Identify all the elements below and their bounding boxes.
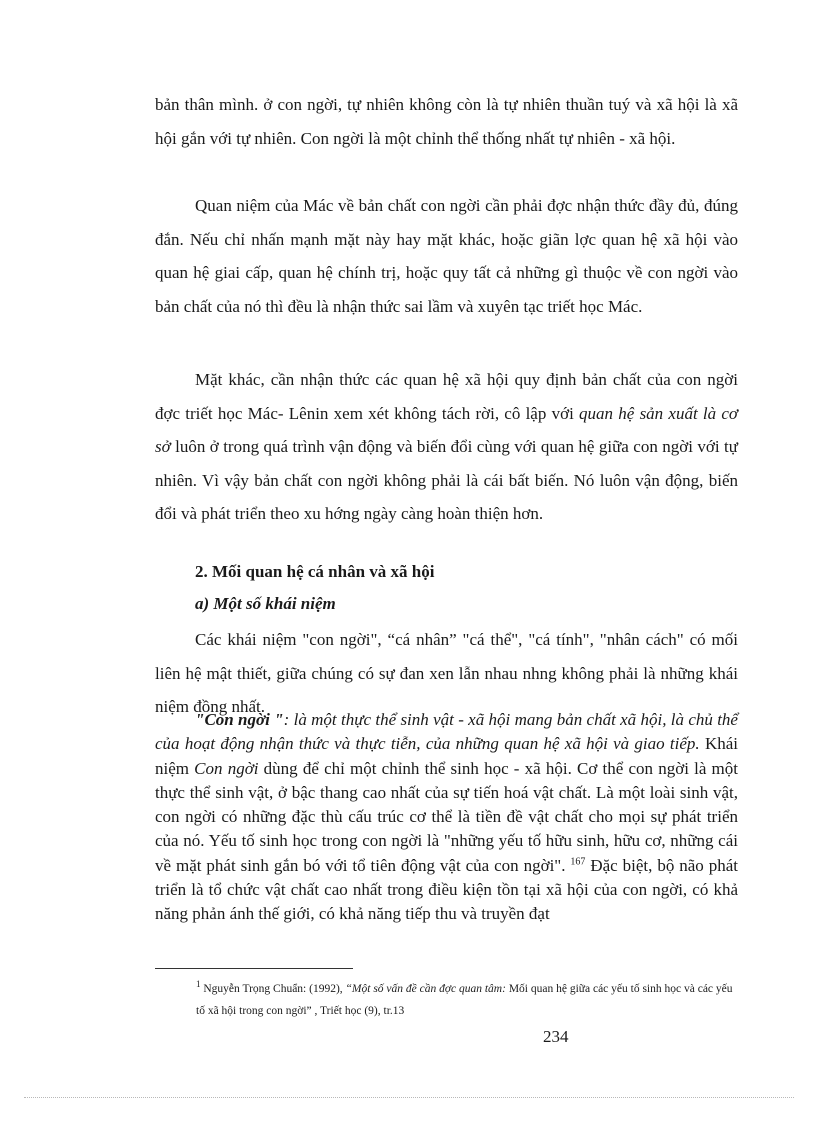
footnote-text-b: Mối quan hệ giữa các yếu tố sinh học và các yếu tố xã hội trong con ngời” , Triết học (9), tr.13 — [196, 983, 733, 1017]
p3-text-a: Mặt khác, cần nhận thức các quan hệ xã hội quy định bản chất của con ngời đợc triết học Mác- Lênin xem xét không tách rời, cô lập với — [155, 370, 738, 423]
page-number: 234 — [543, 1027, 569, 1046]
p5-italic-term: Con ngời — [194, 758, 259, 778]
p5-text-a: Khái niệm — [155, 734, 739, 778]
p5-text-c: Đặc biệt, bộ não phát triển là tổ chức vật chất cao nhất trong điều kiện tồn tại xã hội của con ngời, có khả năng phản ánh thế giới, có khả năng tiếp thu và truyền đạt — [155, 855, 738, 924]
footnote-text-a: Nguyễn Trọng Chuẩn: (1992), — [200, 983, 346, 995]
footnote-separator — [155, 968, 353, 969]
footnote-reference: 167 — [570, 856, 586, 868]
p3-italic-phrase: quan hệ sản xuất là cơ sở — [155, 403, 738, 456]
footnote-italic-title: “Một số vấn đề cần đợc quan tâm: — [345, 983, 506, 995]
paragraph-marx-concept: Quan niệm của Mác về bản chất con ngời cần phải đợc nhận thức đầy đủ, đúng đắn. Nếu chỉ nhấn mạnh mặt này hay mặt khác, hoặc giãn lợc quan hệ xã hội vào quan hệ giai cấp, quan hệ chính trị, hoặc quy tất cả những gì thuộc về con ngời vào bản chất của nó thì đều là nhận thức sai lầm và xuyên tạc triết học Mác. — [155, 196, 738, 316]
page-bottom-border — [24, 1097, 794, 1098]
p3-text-b: luôn ở trong quá trình vận động và biến đổi cùng với quan hệ giữa con ngời với tự nhiên. Vì vậy bản chất con ngời không phải là cái bất biến. Nó luôn vận động, biến đổi và phát triển theo xu hớng ngày càng hoàn thiện hơn. — [155, 437, 738, 523]
paragraph-other-hand — [155, 363, 738, 531]
paragraph-concepts: Các khái niệm "con ngời", “cá nhân” "cá thể", "cá tính", "nhân cách" có mối liên hệ mật thiết, giữa chúng có sự đan xen lẫn nhau nhng không phải là những khái niệm đồng nhất. — [155, 630, 738, 716]
section-heading: 2. Mối quan hệ cá nhân và xã hội — [195, 562, 435, 581]
footnote-number: 1 — [196, 979, 201, 990]
p5-text-b: dùng để chỉ một chỉnh thể sinh học - xã hội. Cơ thể con ngời là một thực thể sinh vật, ở bậc thang cao nhất của sự tiến hoá vật chất. Là một loài sinh vật, con ngời có những đặc thù cấu trúc cơ thể là tiền đề vật chất cho mọi sự phát triển của nó. Yếu tố sinh học trong con ngời là "những yếu tố hữu sinh, hữu cơ, những cái về mặt phát sinh gắn bó với tổ tiên động vật của con ngời". — [155, 758, 738, 875]
paragraph-human-definition — [155, 708, 738, 927]
definition-text: : là một thực thể sinh vật - xã hội mang bản chất xã hội, là chủ thể của hoạt động nhận thức và thực tiễn, của những quan hệ xã hội và giao tiếp. — [155, 710, 738, 754]
subsection-heading: a) Một số khái niệm — [195, 594, 336, 613]
footnote — [196, 978, 741, 1022]
paragraph-intro: bản thân mình. ở con ngời, tự nhiên không còn là tự nhiên thuần tuý và xã hội là xã hội gắn với tự nhiên. Con ngời là một chỉnh thể thống nhất tự nhiên - xã hội. — [155, 95, 738, 148]
term-con-nguoi: "Con ngời " — [195, 710, 284, 729]
